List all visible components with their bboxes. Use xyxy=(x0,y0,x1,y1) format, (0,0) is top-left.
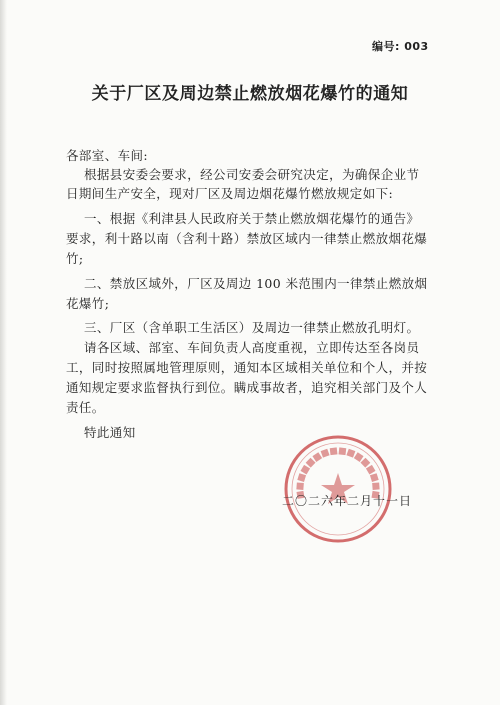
seal-character-mark xyxy=(312,452,322,462)
body-line-5: 竹; xyxy=(66,251,84,266)
seal-character-mark xyxy=(372,482,379,489)
seal-character-mark xyxy=(366,465,376,475)
official-seal-stamp xyxy=(282,433,394,545)
seal-character-mark xyxy=(360,458,370,468)
seal-character-mark xyxy=(306,458,316,468)
seal-character-mark xyxy=(321,449,330,458)
seal-character-mark xyxy=(354,452,364,462)
seal-character-mark xyxy=(370,473,379,482)
scan-edge-shadow xyxy=(0,0,7,705)
body-line-9: 请各区域、部室、车间负责人高度重视，立即传达至各岗员 xyxy=(84,340,420,355)
closing-text: 特此通知 xyxy=(84,425,136,440)
seal-character-mark xyxy=(330,447,338,455)
document-title: 关于厂区及周边禁止燃放烟花爆竹的通知 xyxy=(91,84,409,104)
seal-character-mark xyxy=(346,449,355,458)
body-line-8: 三、厂区（含单职工生活区）及周边一律禁止燃放孔明灯。 xyxy=(84,320,420,335)
seal-character-mark xyxy=(339,447,347,455)
salutation: 各部室、车间: xyxy=(66,148,149,163)
document-date: 二〇二六年二月十一日 xyxy=(282,494,413,508)
seal-character-mark xyxy=(301,465,311,475)
body-line-12: 责任。 xyxy=(66,400,105,415)
body-line-1: 根据县安委会要求，经公司安委会研究决定，为确保企业节 xyxy=(84,167,420,182)
body-line-2: 日期间生产安全，现对厂区及周边烟花爆竹燃放规定如下: xyxy=(66,186,394,201)
body-line-4: 要求，利十路以南（含利十路）禁放区域内一律禁止燃放烟花爆 xyxy=(66,231,428,246)
body-line-6: 二、禁放区域外，厂区及周边 100 米范围内一律禁止燃放烟 xyxy=(84,276,428,291)
seal-character-mark xyxy=(297,473,306,482)
body-line-7: 花爆竹; xyxy=(66,296,110,311)
seal-character-mark xyxy=(296,482,303,489)
body-line-3: 一、根据《利津县人民政府关于禁止燃放烟花爆竹的通告》 xyxy=(84,211,420,226)
body-line-10: 工，同时按照属地管理原则，通知本区域相关单位和个人，并按 xyxy=(66,360,428,375)
body-line-11: 通知规定要求监督执行到位。瞒成事故者，追究相关部门及个人 xyxy=(66,380,428,395)
document-serial-number: 编号: 003 xyxy=(372,40,429,53)
